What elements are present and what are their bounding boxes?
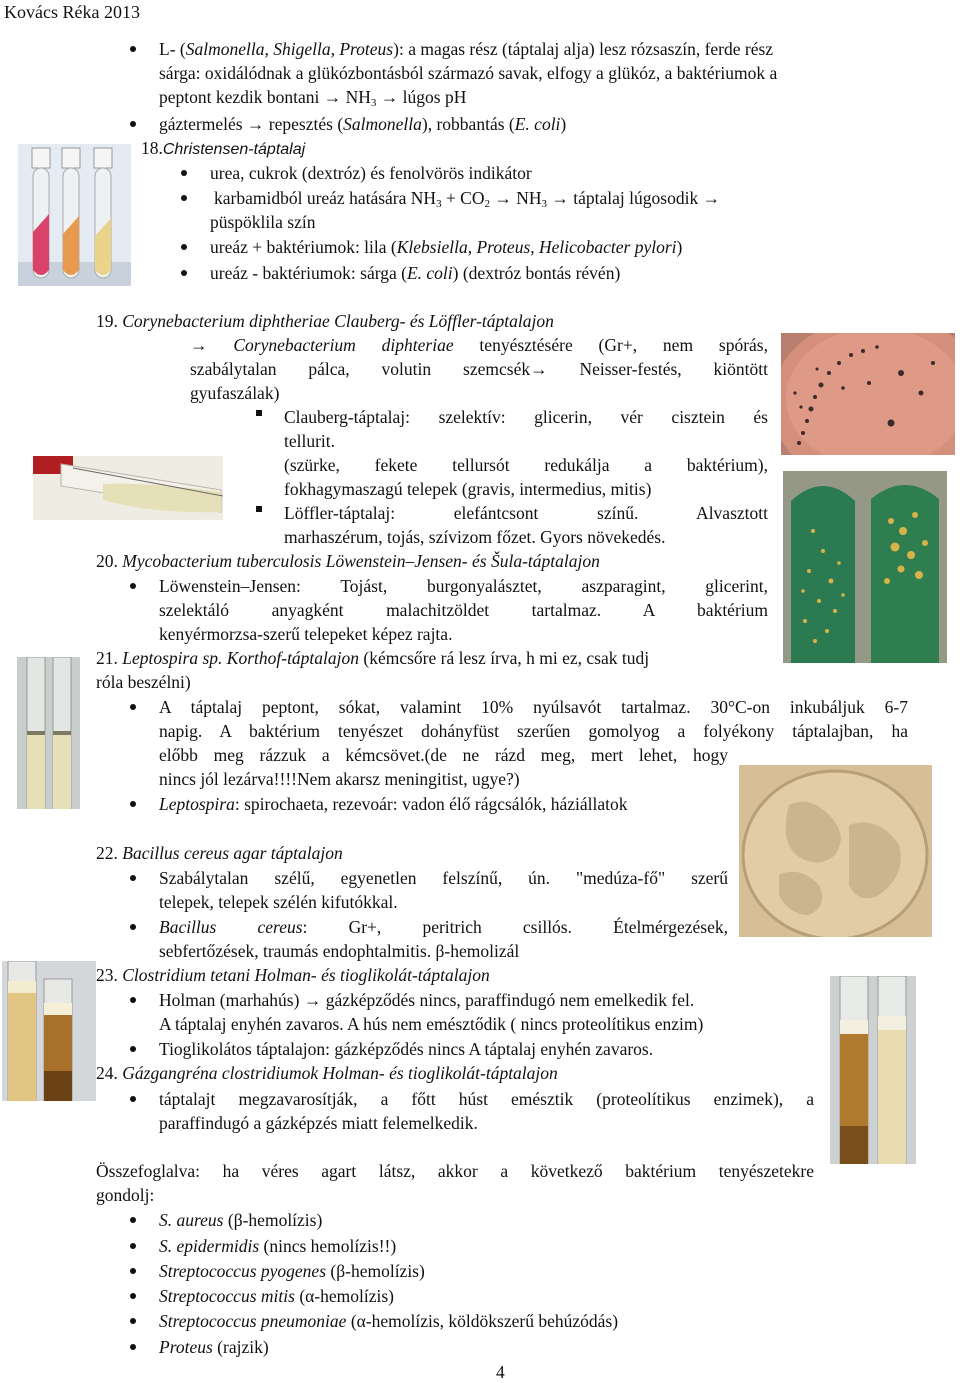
sec19-heading: 19. Corynebacterium diphtheriae Clauberg- és Löffler-táptalajon [96,311,554,331]
bacillus-cereus-plate-photo [739,765,932,937]
sec24-heading: 24. Gázgangréna clostridiumok Holman- és tioglikolát-táptalajon [96,1063,558,1083]
page-number: 4 [496,1362,505,1382]
summary-intro-line1: Összefoglalva: ha véres agart látsz, akkor a következő baktérium tenyészetekre [96,1161,814,1181]
sec23-bullet1-line1: Holman (marhahús) → gázképződés nincs, paraffindugó nem emelkedik fel. [159,990,695,1010]
summary-intro-line2: gondolj: [96,1185,155,1205]
sec20-bullet1-line3: kenyérmorzsa-szerű telepeket képez rajta. [159,624,453,644]
sec18-heading: 18.Christensen-táptalaj [141,138,306,158]
bullet [130,46,136,52]
summary-item: Streptococcus mitis (α-hemolízis) [159,1286,395,1306]
sec20-heading: 20. Mycobacterium tuberculosis Löwenstein–Jensen- és Šula-táptalajon [96,551,600,571]
bullet [130,801,136,807]
sec21-heading: 21. Leptospira sp. Korthof-táptalajon (kémcsőre rá lesz írva, h mi ez, csak tudj [96,648,650,668]
sec21-bullet1-line2: napig. A baktérium tenyészet dohányfüst szerűen gomolyog a folyékony táptalajban, ha [159,721,908,741]
sec17-bullet1-line2: sárga: oxidálódnak a glükózbontásból származó savak, elfogy a glükóz, a baktériumok a [159,63,778,83]
sec22-bullet1-line2: telepek, telepek szélén kifutókkal. [159,892,398,912]
sec17-bullet2: gáztermelés → repesztés (Salmonella), robbantás (E. coli) [159,114,567,134]
sec19-loffler-line2: marhaszérum, tojás, szívizom főzet. Gyors növekedés. [284,527,666,547]
summary-item: Streptococcus pneumoniae (α-hemolízis, köldökszerű behúzódás) [159,1311,619,1331]
summary-item: Streptococcus pyogenes (β-hemolízis) [159,1261,425,1281]
bullet [130,1217,136,1223]
sec17-bullet1-line1: L- (Salmonella, Shigella, Proteus): a magas rész (táptalaj alja) lesz rózsaszín, ferde rész [159,39,774,59]
sec19-clauberg-line1: Clauberg-táptalaj: szelektív: glicerin, vér cisztein és [284,407,768,427]
sec19-clauberg-line3: (szürke, fekete tellursót redukálja a baktérium), [284,455,768,475]
bullet [130,1344,136,1350]
bullet [130,875,136,881]
bullet [181,270,187,276]
sec18-bullet4: ureáz - baktériumok: sárga (E. coli) (dextróz bontás révén) [210,263,621,283]
bullet [130,1268,136,1274]
sec21-bullet1-line3: előbb meg rázzuk a kémcsövet.(de ne rázd meg, mert lehet, hogy [159,745,728,765]
sec22-heading: 22. Bacillus cereus agar táptalajon [96,843,343,863]
bullet [130,704,136,710]
sec21-bullet1-line1: A táptalaj peptont, sókat, valamint 10% nyúlsavót tartalmaz. 30°C-on inkubáljuk 6-7 [159,697,908,717]
holman-tubes-left-photo [2,961,96,1101]
bullet [181,170,187,176]
square-bullet [256,506,262,512]
sec20-bullet1-line1: Löwenstein–Jensen: Tojást, burgonyalásztet, aszparagint, glicerint, [159,576,768,596]
sec19-loffler-line1: Löffler-táptalaj: elefántcsont színű. Alvasztott [284,503,768,523]
sec23-bullet2: Tioglikolátos táptalajon: gázképződés nincs A táptalaj enyhén zavaros. [159,1039,654,1059]
page-header-author: Kovács Réka 2013 [4,2,140,22]
sec21-bullet1-line4: nincs jól lezárva!!!!Nem akarsz meningitist, ugye?) [159,769,520,789]
square-bullet [256,410,262,416]
sec18-bullet1: urea, cukrok (dextróz) és fenolvörös indikátor [210,163,532,183]
clauberg-plate-photo [781,333,955,455]
bullet [181,244,187,250]
bullet [130,1293,136,1299]
sec17-bullet1-line3: peptont kezdik $bontani \to NH_3$ → lúgos pH [159,87,467,109]
summary-item: S. epidermidis (nincs hemolízis!!) [159,1236,397,1256]
korthof-tubes-photo [17,657,80,809]
sec18-bullet2-line1: karbamidból ureáz hatására $NH_3 + CO_2 \to NH_3$ → táptalaj lúgosodik → [214,188,721,210]
sec20-bullet1-line2: szelektáló anyagként malachitzöldet tartalmaz. A baktérium [159,600,768,620]
summary-item: Proteus (rajzik) [159,1337,269,1357]
bullet [181,195,187,201]
summary-item: S. aureus (β-hemolízis) [159,1210,323,1230]
sec22-bullet1-line1: Szabálytalan szélű, egyenetlen felszínű, ún. "medúza-fő" szerű [159,868,728,888]
sec19-text-line1: → Corynebacterium diphteriae tenyésztésére (Gr+, nem spórás, [190,335,768,355]
holman-tubes-right-photo [830,976,916,1164]
bullet [130,583,136,589]
sec24-bullet1-line2: paraffindugó a gázképzés miatt felemelkedik. [159,1113,478,1133]
bullet [130,1046,136,1052]
lowenstein-jensen-slants-photo [783,471,947,663]
bullet [130,1096,136,1102]
bullet [130,1243,136,1249]
sec21-heading-line2: róla beszélni) [96,672,191,692]
sec19-text-line3: gyufaszálak) [190,383,280,403]
bullet [130,121,136,127]
sec24-bullet1-line1: táptalajt megzavarosítják, a főtt húst emésztik (proteolítikus enzimek), a [159,1089,814,1109]
sec19-clauberg-line4: fokhagymaszagú telepek (gravis, intermedius, mitis) [284,479,652,499]
bullet [130,924,136,930]
sec18-bullet2-line2: püspöklila szín [210,212,316,232]
sec18-bullet3: ureáz + baktériumok: lila (Klebsiella, Proteus, Helicobacter pylori) [210,237,683,257]
sec23-heading: 23. Clostridium tetani Holman- és tioglikolát-táptalajon [96,965,490,985]
christensen-tubes-photo [18,144,131,286]
loffler-slant-tube-photo [33,456,223,520]
sec22-bullet2-line2: sebfertőzések, traumás endophtalmitis. β-hemolizál [159,941,520,961]
sec19-text-line2: szabálytalan pálca, volutin szemcsék→ Neisser-festés, kiöntött [190,359,768,379]
bullet [130,1318,136,1324]
sec22-bullet2-line1: Bacillus cereus: Gr+, peritrich csillós. Ételmérgezések, [159,917,728,937]
sec19-clauberg-line2: tellurit. [284,431,336,451]
bullet [130,997,136,1003]
sec21-bullet2: Leptospira: spirochaeta, rezevoár: vadon élő rágcsálók, háziállatok [159,794,628,814]
sec23-bullet1-line2: A táptalaj enyhén zavaros. A hús nem emésztődik ( nincs proteolítikus enzim) [159,1014,704,1034]
